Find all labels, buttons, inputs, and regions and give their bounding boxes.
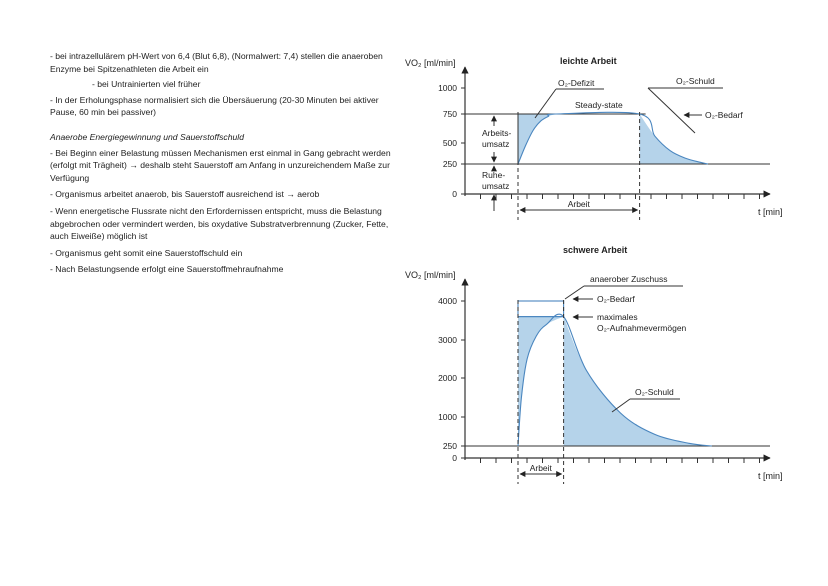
y-tick-label: 4000 (438, 296, 457, 306)
max-label-1: maximales (597, 312, 638, 322)
y-tick-label: 1000 (438, 83, 457, 93)
debt-pointer-2 (612, 399, 630, 412)
anaerobic-label: anaerober Zuschuss (590, 274, 668, 284)
y-tick-label: 750 (442, 109, 457, 119)
note-recovery: - In der Erholungsphase normalisiert sich die Übersäuerung (20-30 Minuten bei aktiver Pause, 60 min bei passiver) (50, 94, 379, 118)
y-tick-label: 2000 (438, 373, 457, 383)
note-untrained: - bei Untrainierten viel früher (92, 79, 201, 90)
demand-label-2: O₂-Bedarf (597, 294, 635, 304)
chart-title: schwere Arbeit (563, 245, 628, 255)
debt-area (640, 114, 708, 164)
debt-label-2: O₂-Schuld (635, 387, 674, 397)
bullet-after-exercise: - Nach Belastungsende erfolgt eine Sauerstoffmehraufnahme (50, 264, 284, 275)
y-tick-label: 250 (442, 441, 457, 451)
y-tick-label: 1000 (438, 412, 457, 422)
debt-pointer (648, 88, 695, 133)
bullet-anaerob-aerob: - Organismus arbeitet anaerob, bis Sauerstoff ausreichend ist → aerob (50, 189, 320, 200)
deficit-label: O₂-Defizit (558, 78, 595, 88)
y-tick-label: 500 (442, 138, 457, 148)
work-label: Arbeit (567, 199, 590, 209)
x-axis-label: t [min] (758, 207, 783, 217)
chart-heavy-work (405, 245, 783, 484)
steady-state-label: Steady-state (575, 100, 623, 110)
debt-label: O₂-Schuld (676, 76, 715, 86)
demand-label: O₂-Bedarf (705, 110, 743, 120)
work-label: Arbeit (529, 463, 552, 473)
y-tick-label: 250 (442, 159, 457, 169)
anaerobic-pointer (565, 286, 584, 299)
y-tick-label: 3000 (438, 335, 457, 345)
y-axis-label: VO₂ [ml/min] (405, 270, 456, 280)
y-tick-label: 0 (452, 189, 457, 199)
deficit-area (518, 317, 564, 446)
bullet-oxygen-debt: - Organismus geht somit eine Sauerstoffschuld ein (50, 247, 243, 258)
x-axis-label: t [min] (758, 471, 783, 481)
rest-rate-label: Ruhe-umsatz (482, 170, 510, 191)
max-label-2: O₂-Aufnahmevermögen (597, 323, 687, 333)
bullet-start-inertia: - Bei Beginn einer Belastung müssen Mechanismen erst einmal in Gang gebracht werden (erfolgt mit Trägheit) → deshalb steht Sauerstoff am Anfang in unzureichendem Maße zur Verfügung (50, 147, 391, 183)
work-rate-label: Arbeits-umsatz (482, 128, 512, 149)
debt-area (564, 317, 712, 446)
note-ph-value: - bei intrazellulärem pH-Wert von 6,4 (Blut 6,8), (Normalwert: 7,4) stellen die anaeroben Enzyme bei Spitzenathleten die Arbeit ein (50, 51, 383, 74)
chart-title: leichte Arbeit (560, 56, 617, 66)
y-tick-label: 0 (452, 453, 457, 463)
bullet-flux-rate: - Wenn energetische Flussrate nicht den Erfordernissen entspricht, muss die Belastung abgebrochen oder vermindert werden, bis oxydative Substratverbrennung (Zucker, Fette, auch Eiweiße) möglich ist (50, 205, 389, 242)
chart-light-work (405, 56, 783, 220)
uptake-curve (518, 112, 708, 164)
deficit-area (518, 114, 556, 164)
y-axis-label: VO₂ [ml/min] (405, 58, 456, 68)
section-heading: Anaerobe Energiegewinnung und Sauerstoffschuld (50, 131, 244, 142)
